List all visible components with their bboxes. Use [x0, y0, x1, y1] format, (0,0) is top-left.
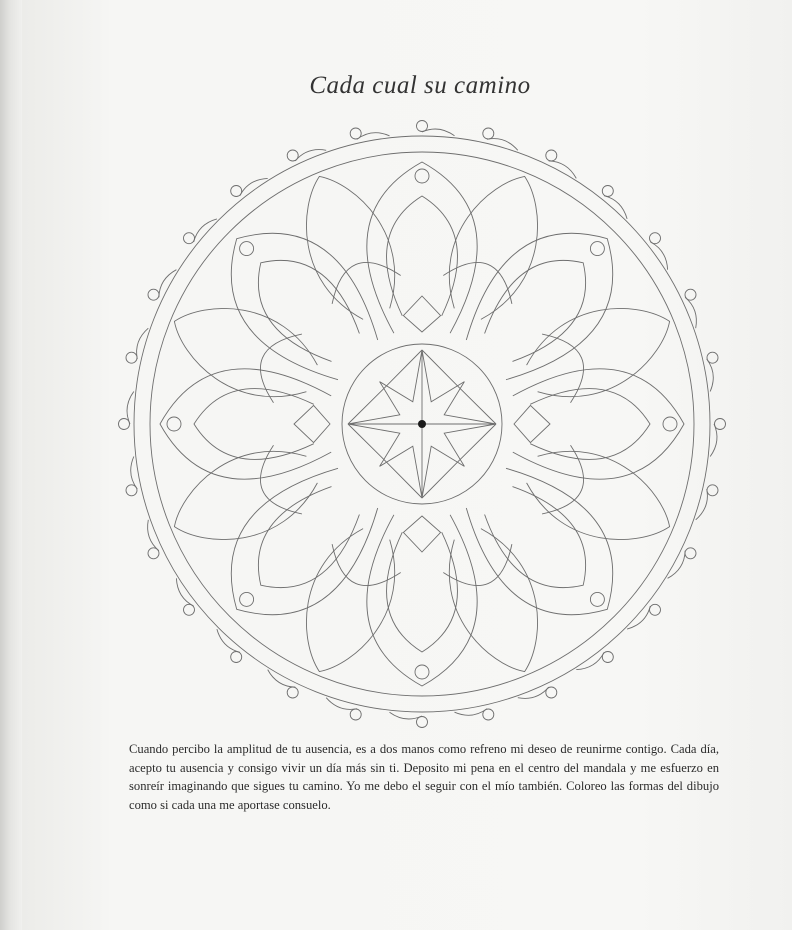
petal-curl	[663, 417, 677, 431]
scallop-loop	[231, 652, 242, 663]
petal-curl	[167, 417, 181, 431]
scallop-loop	[417, 717, 428, 728]
scallop-arc	[217, 629, 240, 652]
scallop-arc	[604, 196, 627, 219]
petal-outline	[466, 468, 612, 614]
scallop-arc	[194, 219, 217, 242]
petal-outline	[160, 369, 331, 479]
petal-outline	[513, 369, 684, 479]
scallop-arc	[295, 150, 326, 161]
scallop-loop	[148, 289, 159, 300]
petal-outline	[231, 233, 377, 379]
scallop-loop	[184, 233, 195, 244]
scallop-loop	[715, 419, 726, 430]
star-facet	[348, 424, 422, 498]
scallop-arc	[422, 129, 455, 136]
scallop-loop	[287, 687, 298, 698]
scallop-loop	[119, 419, 130, 430]
petal-outline	[367, 515, 477, 686]
page-title: Cada cual su camino	[309, 72, 531, 99]
scallop-arc	[576, 652, 604, 669]
scallop-arc	[159, 270, 177, 298]
petal-curl	[240, 592, 254, 606]
scallop-arc	[268, 670, 296, 688]
star-facet	[422, 350, 496, 424]
petal-inner	[485, 260, 586, 361]
scallop-loop	[650, 604, 661, 615]
scallop-arc	[668, 551, 686, 579]
petal-inner	[258, 260, 359, 361]
scallop-arc	[240, 178, 268, 195]
scallop-loop	[546, 150, 557, 161]
petal-outline	[466, 233, 612, 379]
scallop-arc	[627, 606, 650, 629]
petal-outline	[231, 468, 377, 614]
scallop-arc	[390, 712, 423, 719]
body-paragraph: Cuando percibo la amplitud de tu ausencia, es a dos manos como refreno mi deseo de reunirme contigo. Cada día, acepto tu ausencia y consigo vivir un día más sin ti. Deposito mi pena en el centro del mandala y me esfuerzo en sonreír imaginando que sigues tu camino. Yo me debo el seguir con el mío también. Coloreo las formas del dibujo como si cada una me aportase consuelo.	[129, 742, 719, 812]
center-dot	[418, 420, 426, 428]
star-facet	[348, 350, 422, 424]
scallop-arc	[549, 161, 577, 179]
scallop-arc	[650, 242, 667, 270]
petal-curl	[240, 242, 254, 256]
petal-curl	[590, 592, 604, 606]
scallop-arc	[710, 424, 717, 457]
petal-inner	[387, 532, 458, 652]
axis-diamond	[294, 405, 330, 442]
petal-inner	[485, 487, 586, 588]
scallop-loop	[350, 709, 361, 720]
scallop-loop	[685, 548, 696, 559]
scallop-arc	[127, 392, 134, 425]
petal-curl	[590, 242, 604, 256]
star-facet	[422, 424, 496, 498]
scallop-loop	[483, 128, 494, 139]
scallop-arc	[518, 687, 549, 698]
petal-inner	[258, 487, 359, 588]
scallop-loop	[417, 121, 428, 132]
scallop-arc	[148, 520, 159, 551]
axis-diamond	[514, 405, 550, 442]
petal-inner	[530, 389, 650, 460]
petal-inner	[194, 389, 314, 460]
petal-outline	[367, 162, 477, 333]
scallop-arc	[176, 578, 193, 606]
scallop-loop	[126, 352, 137, 363]
axis-diamond	[403, 296, 440, 332]
petal-curl	[415, 169, 429, 183]
petal-inner	[387, 196, 458, 316]
scallop-arc	[685, 297, 696, 328]
scallop-loop	[602, 186, 613, 197]
axis-diamond	[403, 516, 440, 552]
scallop-loop	[707, 485, 718, 496]
petal-curl	[415, 665, 429, 679]
